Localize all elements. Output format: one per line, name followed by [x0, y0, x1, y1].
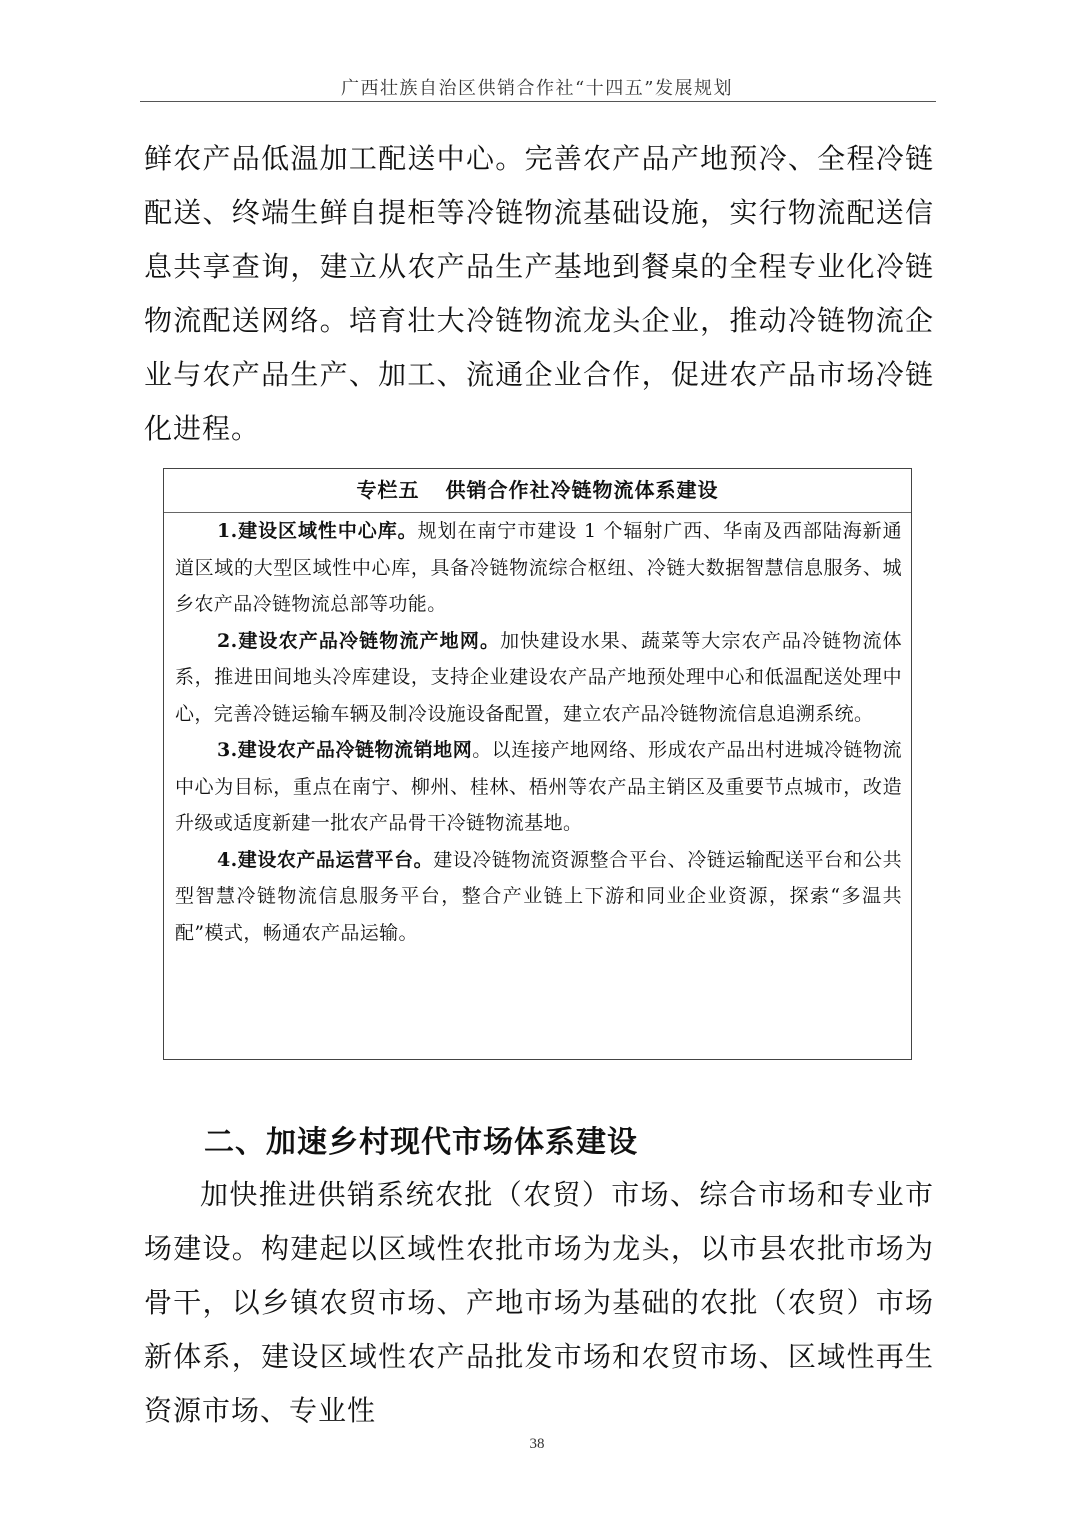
- header-divider: [140, 101, 936, 102]
- body-paragraph: 鲜农产品低温加工配送中心。完善农产品产地预冷、全程冷链配送、终端生鲜自提柜等冷链物流基础设施，实行物流配送信息共享查询，建立从农产品生产基地到餐桌的全程专业化冷链物流配送网络。培育壮大冷链物流龙头企业，推动冷链物流企业与农产品生产、加工、流通企业合作，促进农产品市场冷链化进程。: [144, 142, 934, 445]
- item-text: 建设冷链物流资源整合平台、冷链运输配送平台和公共型智慧冷链物流信息服务平台，整合产业链上下游和同业企业资源，探索“多温共配”模式，畅通农产品运输。: [175, 848, 903, 944]
- body-paragraph: 加快推进供销系统农批（农贸）市场、综合市场和专业市场建设。构建起以区域性农批市场为龙头，以市县农批市场为骨干，以乡镇农贸市场、产地市场为基础的农批（农贸）市场新体系，建设区域性农产品批发市场和农贸市场、区域性再生资源市场、专业性: [144, 1178, 934, 1427]
- item-text: 规划在南宁市建设 1 个辐射广西、华南及西部陆海新通道区域的大型区域性中心库，具备冷链物流综合枢纽、冷链大数据智慧信息服务、城乡农产品冷链物流总部等功能。: [175, 520, 902, 615]
- special-column-item: [164, 842, 911, 952]
- item-heading: 3.建设农产品冷链物流销地网: [217, 739, 473, 761]
- special-column-label: 专栏五: [356, 478, 420, 502]
- special-column-item: [164, 623, 911, 733]
- running-header-title: 广西壮族自治区供销合作社“十四五”发展规划: [341, 78, 733, 99]
- item-text: 。以连接产地网络、形成农产品出村进城冷链物流中心为目标，重点在南宁、柳州、桂林、梧州等农产品主销区及重要节点城市，改造升级或适度新建一批农产品骨干冷链物流基地。: [175, 739, 903, 834]
- special-column-item: [164, 732, 911, 842]
- section-heading: 二、加速乡村现代市场体系建设: [204, 1125, 638, 1160]
- page-number: 38: [529, 1436, 545, 1452]
- item-heading: 2.建设农产品冷链物流产地网。: [217, 629, 501, 652]
- special-column-subject: 供销合作社冷链物流体系建设: [445, 478, 719, 502]
- item-heading: 1.建设区域性中心库。: [217, 520, 418, 542]
- special-column-box: [163, 468, 912, 1060]
- item-text: 加快建设水果、蔬菜等大宗农产品冷链物流体系，推进田间地头冷库建设，支持企业建设农产品产地预处理中心和低温配送处理中心，完善冷链运输车辆及制冷设施设备配置，建立农产品冷链物流信息追溯系统。: [175, 629, 902, 725]
- item-heading: 4.建设农产品运营平台。: [217, 848, 434, 871]
- special-column-item: [164, 513, 911, 623]
- special-column-title: [164, 469, 911, 513]
